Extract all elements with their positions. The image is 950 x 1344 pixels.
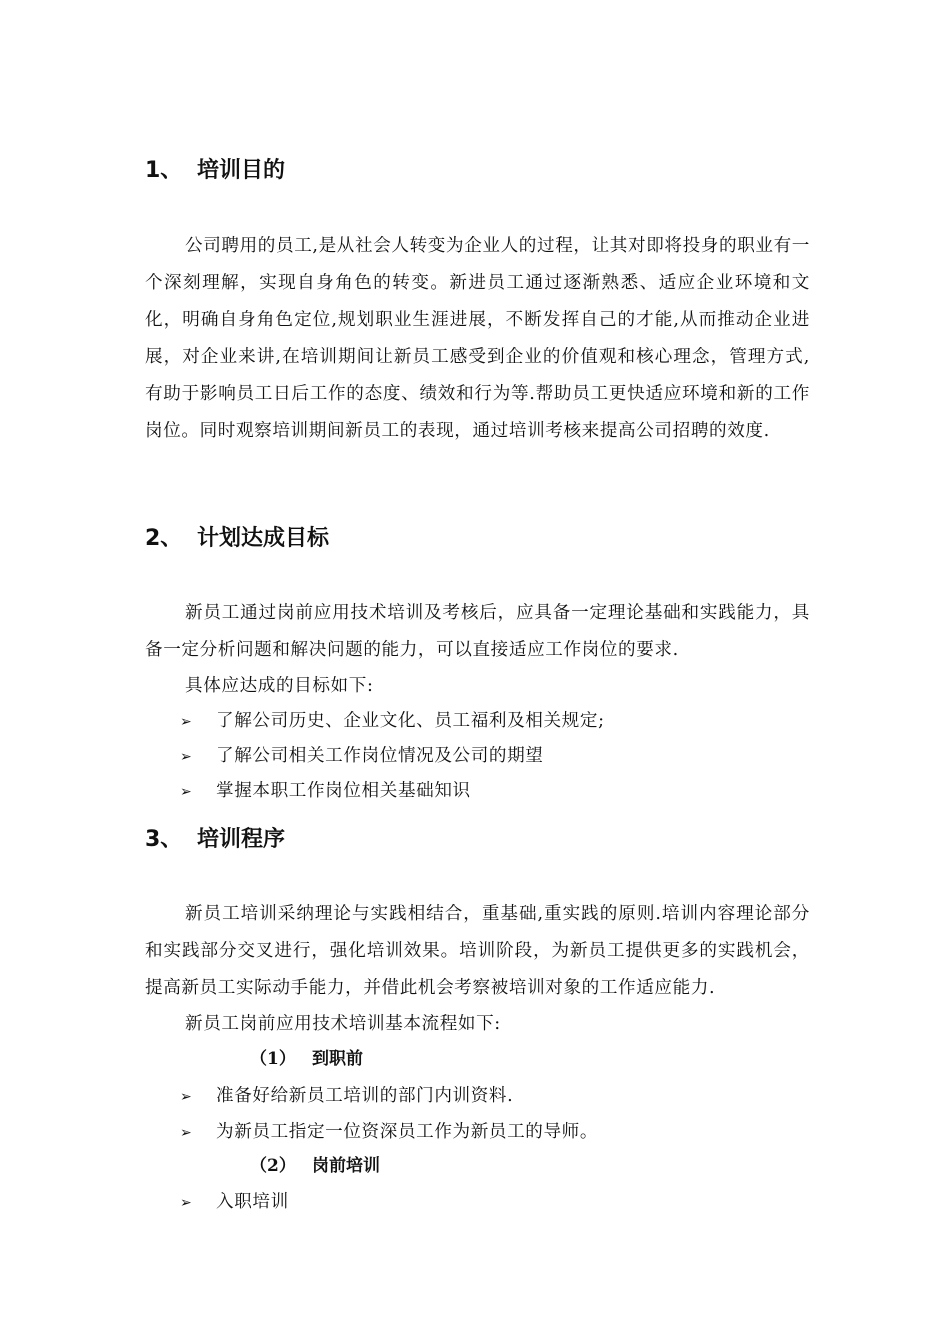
step-2-number: （2）	[250, 1156, 296, 1176]
bullet-arrow-icon: ➢	[180, 1089, 193, 1105]
section-2-number: 2、	[145, 526, 183, 551]
bullet-text: 了解公司历史、企业文化、员工福利及相关规定;	[216, 711, 605, 731]
step-2-bullet	[180, 1187, 289, 1217]
bullet-text: 为新员工指定一位资深员工作为新员工的导师。	[216, 1122, 599, 1142]
section-1-heading	[145, 154, 285, 188]
section-2-intro: 具体应达成的目标如下:	[185, 676, 374, 696]
bullet-arrow-icon: ➢	[180, 1195, 193, 1211]
section-3-number: 3、	[145, 827, 183, 852]
bullet-text: 入职培训	[216, 1192, 289, 1212]
step-1-number: （1）	[250, 1049, 296, 1069]
section-1-number: 1、	[145, 158, 183, 183]
section-3-intro: 新员工岗前应用技术培训基本流程如下:	[185, 1014, 501, 1034]
bullet-text: 准备好给新员工培训的部门内训资料.	[216, 1086, 514, 1106]
step-1-title: 到职前	[312, 1049, 363, 1069]
bullet-arrow-icon: ➢	[180, 749, 193, 765]
step-2-heading	[250, 1151, 380, 1181]
bullet-arrow-icon: ➢	[180, 1125, 193, 1141]
section-3-heading	[145, 823, 285, 857]
section-2-bullet	[180, 706, 605, 736]
section-2-bullet	[180, 741, 544, 771]
step-1-heading	[250, 1044, 363, 1074]
section-1-title: 培训目的	[197, 158, 286, 183]
bullet-arrow-icon: ➢	[180, 714, 193, 730]
bullet-text: 掌握本职工作岗位相关基础知识	[216, 781, 471, 801]
section-3-title: 培训程序	[197, 827, 286, 852]
step-1-bullet	[180, 1081, 513, 1111]
bullet-arrow-icon: ➢	[180, 784, 193, 800]
step-1-bullet	[180, 1117, 598, 1147]
section-1-paragraph: 公司聘用的员工,是从社会人转变为企业人的过程，让其对即将投身的职业有一个深刻理解，实现自身角色的转变。新进员工通过逐渐熟悉、适应企业环境和文化，明确自身角色定位,规划职业生涯进展，不断发挥自己的才能,从而推动企业进展，对企业来讲,在培训期间让新员工感受到企业的价值观和核心理念，管理方式,有助于影响员工日后工作的态度、绩效和行为等.帮助员工更快适应环境和新的工作岗位。同时观察培训期间新员工的表现，通过培训考核来提高公司招聘的效度.	[145, 236, 810, 441]
section-2-paragraph: 新员工通过岗前应用技术培训及考核后，应具备一定理论基础和实践能力，具备一定分析问题和解决问题的能力，可以直接适应工作岗位的要求.	[145, 603, 810, 660]
section-2-heading	[145, 522, 329, 556]
section-3-paragraph: 新员工培训采纳理论与实践相结合，重基础,重实践的原则.培训内容理论部分和实践部分交叉进行，强化培训效果。培训阶段，为新员工提供更多的实践机会，提高新员工实际动手能力，并借此机会考察被培训对象的工作适应能力.	[145, 904, 810, 998]
bullet-text: 了解公司相关工作岗位情况及公司的期望	[216, 746, 544, 766]
section-2-bullet	[180, 776, 471, 806]
section-2-title: 计划达成目标	[197, 526, 330, 551]
step-2-title: 岗前培训	[312, 1156, 380, 1176]
